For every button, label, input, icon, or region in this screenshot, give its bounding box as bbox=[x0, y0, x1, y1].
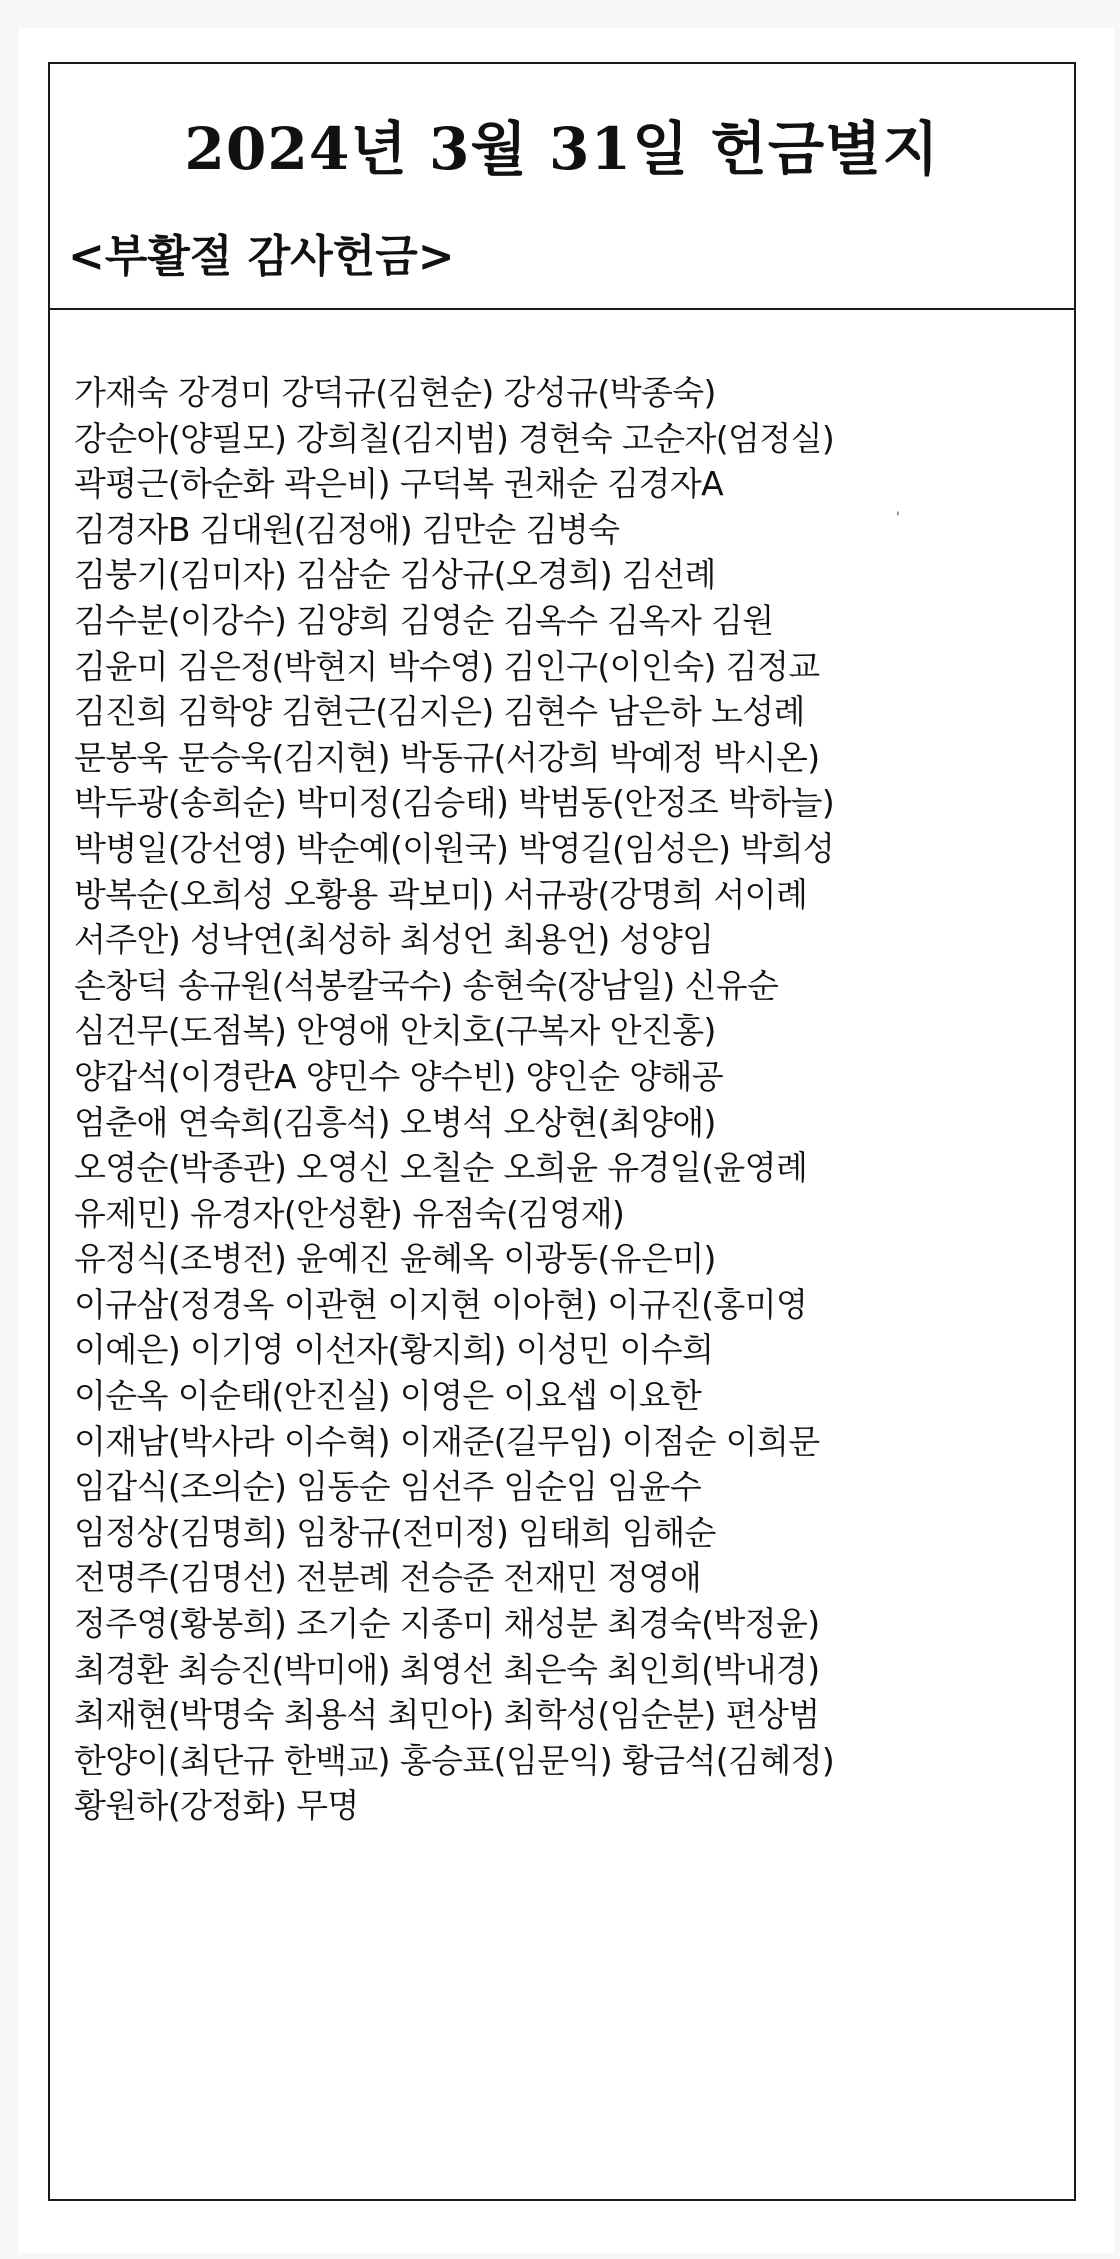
name-line-7: 김윤미 김은정(박현지 박수영) 김인구(이인숙) 김정교 bbox=[74, 646, 820, 686]
name-line-12: 방복순(오희성 오황용 곽보미) 서규광(강명희 서이례 bbox=[74, 874, 808, 914]
name-line-13: 서주안) 성낙연(최성하 최성언 최용언) 성양임 bbox=[74, 920, 714, 960]
name-line-30: 최재현(박명숙 최용석 최민아) 최학성(임순분) 편상범 bbox=[74, 1695, 820, 1735]
name-line-25: 임갑식(조의순) 임동순 임선주 임순임 임윤수 bbox=[74, 1467, 702, 1507]
name-line-3: 곽평근(하순화 곽은비) 구덕복 권채순 김경자A bbox=[74, 464, 724, 504]
name-line-1: 가재숙 강경미 강덕규(김현순) 강성규(박종숙) bbox=[74, 373, 716, 412]
name-line-20: 유정식(조병전) 윤예진 윤혜옥 이광동(유은미) bbox=[74, 1239, 716, 1279]
donor-name-list bbox=[74, 370, 1074, 1829]
name-line-27: 전명주(김명선) 전분례 전승준 전재민 정영애 bbox=[74, 1558, 702, 1598]
section-subtitle: <부활절 감사헌금> bbox=[68, 231, 455, 282]
name-line-18: 오영순(박종관) 오영신 오칠순 오희윤 유경일(윤영례 bbox=[74, 1148, 808, 1188]
name-line-11: 박병일(강선영) 박순예(이원국) 박영길(임성은) 박희성 bbox=[74, 828, 835, 868]
name-line-24: 이재남(박사라 이수혁) 이재준(길무임) 이점순 이희문 bbox=[74, 1421, 820, 1461]
name-line-31: 한양이(최단규 한백교) 홍승표(임문익) 황금석(김혜정) bbox=[74, 1740, 835, 1780]
name-line-21: 이규삼(정경옥 이관현 이지현 이아현) 이규진(홍미영 bbox=[74, 1284, 808, 1324]
name-line-29: 최경환 최승진(박미애) 최영선 최은숙 최인희(박내경) bbox=[74, 1649, 820, 1689]
name-line-14: 손창덕 송규원(석봉칼국수) 송현숙(장남일) 신유순 bbox=[74, 965, 779, 1005]
page-title: 2024년 3월 31일 헌금별지 bbox=[184, 114, 940, 183]
offering-list-frame bbox=[48, 62, 1076, 2201]
name-line-19: 유제민) 유경자(안성환) 유점숙(김영재) bbox=[74, 1193, 625, 1233]
name-line-28: 정주영(황봉희) 조기순 지종미 채성분 최경숙(박정윤) bbox=[74, 1604, 820, 1644]
name-line-5: 김붕기(김미자) 김삼순 김상규(오경희) 김선례 bbox=[74, 555, 716, 595]
name-line-15: 심건무(도점복) 안영애 안치호(구복자 안진홍) bbox=[74, 1011, 716, 1051]
name-line-22: 이예은) 이기영 이선자(황지희) 이성민 이수희 bbox=[74, 1330, 714, 1370]
name-line-10: 박두광(송희순) 박미정(김승태) 박범동(안정조 박하늘) bbox=[74, 783, 835, 823]
name-line-9: 문봉욱 문승욱(김지현) 박동규(서강희 박예정 박시온) bbox=[74, 737, 820, 777]
name-line-2: 강순아(양필모) 강희칠(김지범) 경현숙 고순자(엄정실) bbox=[74, 418, 835, 458]
name-line-32: 황원하(강정화) 무명 bbox=[74, 1786, 359, 1826]
name-line-8: 김진희 김학양 김현근(김지은) 김현수 남은하 노성례 bbox=[74, 692, 805, 732]
header-box bbox=[50, 64, 1074, 310]
name-line-26: 임정상(김명희) 임창규(전미정) 임태희 임해순 bbox=[74, 1512, 716, 1552]
name-line-17: 엄춘애 연숙희(김흥석) 오병석 오상현(최양애) bbox=[74, 1102, 716, 1142]
name-line-6: 김수분(이강수) 김양희 김영순 김옥수 김옥자 김원 bbox=[74, 600, 774, 640]
name-line-4: 김경자B 김대원(김정애) 김만순 김병숙 bbox=[74, 509, 620, 549]
name-line-16: 양갑석(이경란A 양민수 양수빈) 양인순 양해공 bbox=[74, 1056, 724, 1096]
stray-mark: ' bbox=[896, 510, 900, 526]
name-line-23: 이순옥 이순태(안진실) 이영은 이요셉 이요한 bbox=[74, 1376, 702, 1416]
